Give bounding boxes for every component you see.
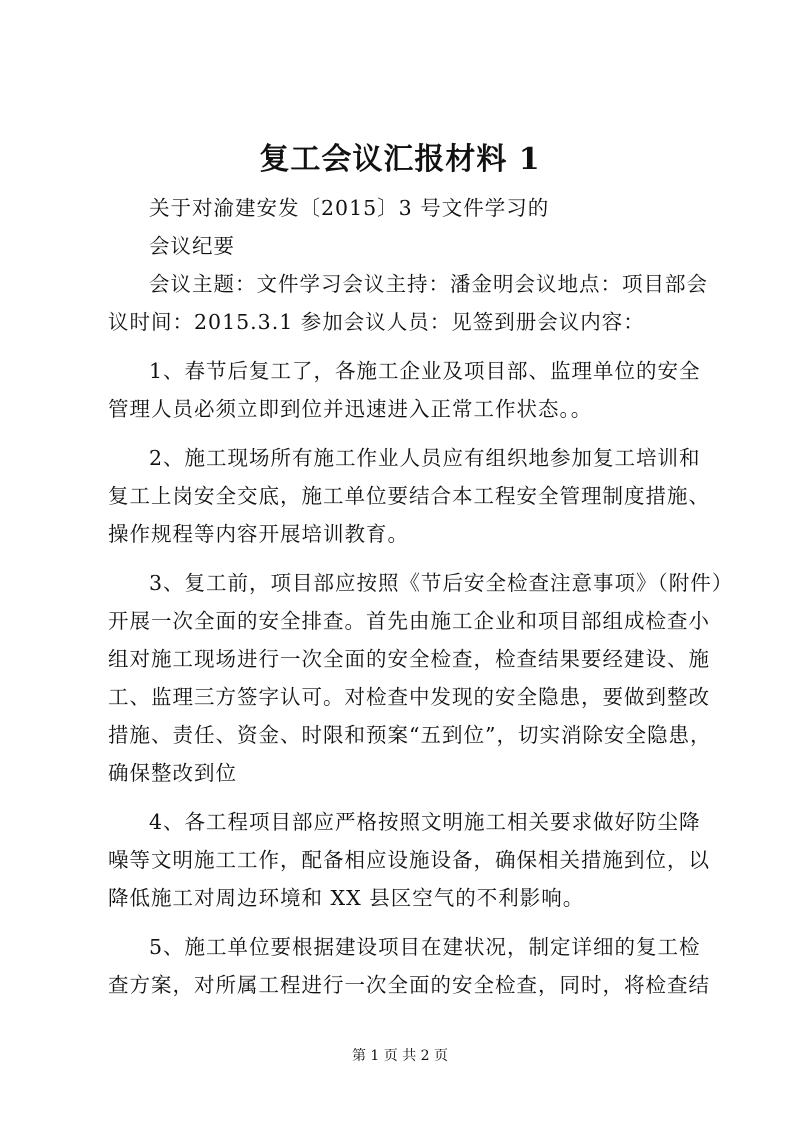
paragraph-line: 关于对渝建安发〔2015〕3 号文件学习的 <box>149 196 550 220</box>
paragraph-line: 噪等文明施工工作，配备相应设施设备，确保相关措施到位，以 <box>108 848 710 872</box>
paragraph-line: 开展一次全面的安全排查。首先由施工企业和项目部组成检查小 <box>108 609 710 633</box>
paragraph-line: 议时间：2015.3.1 参加会议人员：见签到册会议内容： <box>108 310 645 334</box>
paragraph-line: 会议纪要 <box>149 234 235 258</box>
document-title: 复工会议汇报材料 1 <box>259 142 541 177</box>
page-number-footer: 第 1 页 共 2 页 <box>351 1048 449 1064</box>
paragraph-line: 3、复工前，项目部应按照《节后安全检查注意事项》（附件） <box>149 571 734 595</box>
paragraph-line: 会议主题：文件学习会议主持：潘金明会议地点：项目部会 <box>149 272 708 296</box>
paragraph-line: 查方案，对所属工程进行一次全面的安全检查，同时，将检查结 <box>108 973 710 997</box>
paragraph-line: 管理人员必须立即到位并迅速进入正常工作状态。。 <box>108 397 593 421</box>
paragraph-line: 措施、责任、资金、时限和预案“五到位”，切实消除安全隐患， <box>108 723 712 747</box>
paragraph-line: 组对施工现场进行一次全面的安全检查，检查结果要经建设、施 <box>108 647 710 671</box>
paragraph-line: 2、施工现场所有施工作业人员应有组织地参加复工培训和 <box>149 446 701 470</box>
paragraph-line: 5、施工单位要根据建设项目在建状况，制定详细的复工检 <box>149 935 701 959</box>
paragraph-line: 4、各工程项目部应严格按照文明施工相关要求做好防尘降 <box>149 810 701 834</box>
paragraph-line: 操作规程等内容开展培训教育。 <box>108 522 409 546</box>
paragraph-line: 1、春节后复工了，各施工企业及项目部、监理单位的安全 <box>149 359 701 383</box>
paragraph-line: 复工上岗安全交底，施工单位要结合本工程安全管理制度措施、 <box>108 484 710 508</box>
paragraph-line: 降低施工对周边环境和 XX 县区空气的不利影响。 <box>108 886 585 910</box>
paragraph-line: 确保整改到位 <box>108 761 237 785</box>
document-body <box>108 189 734 1004</box>
paragraph-line: 工、监理三方签字认可。对检查中发现的安全隐患，要做到整改 <box>108 685 710 709</box>
